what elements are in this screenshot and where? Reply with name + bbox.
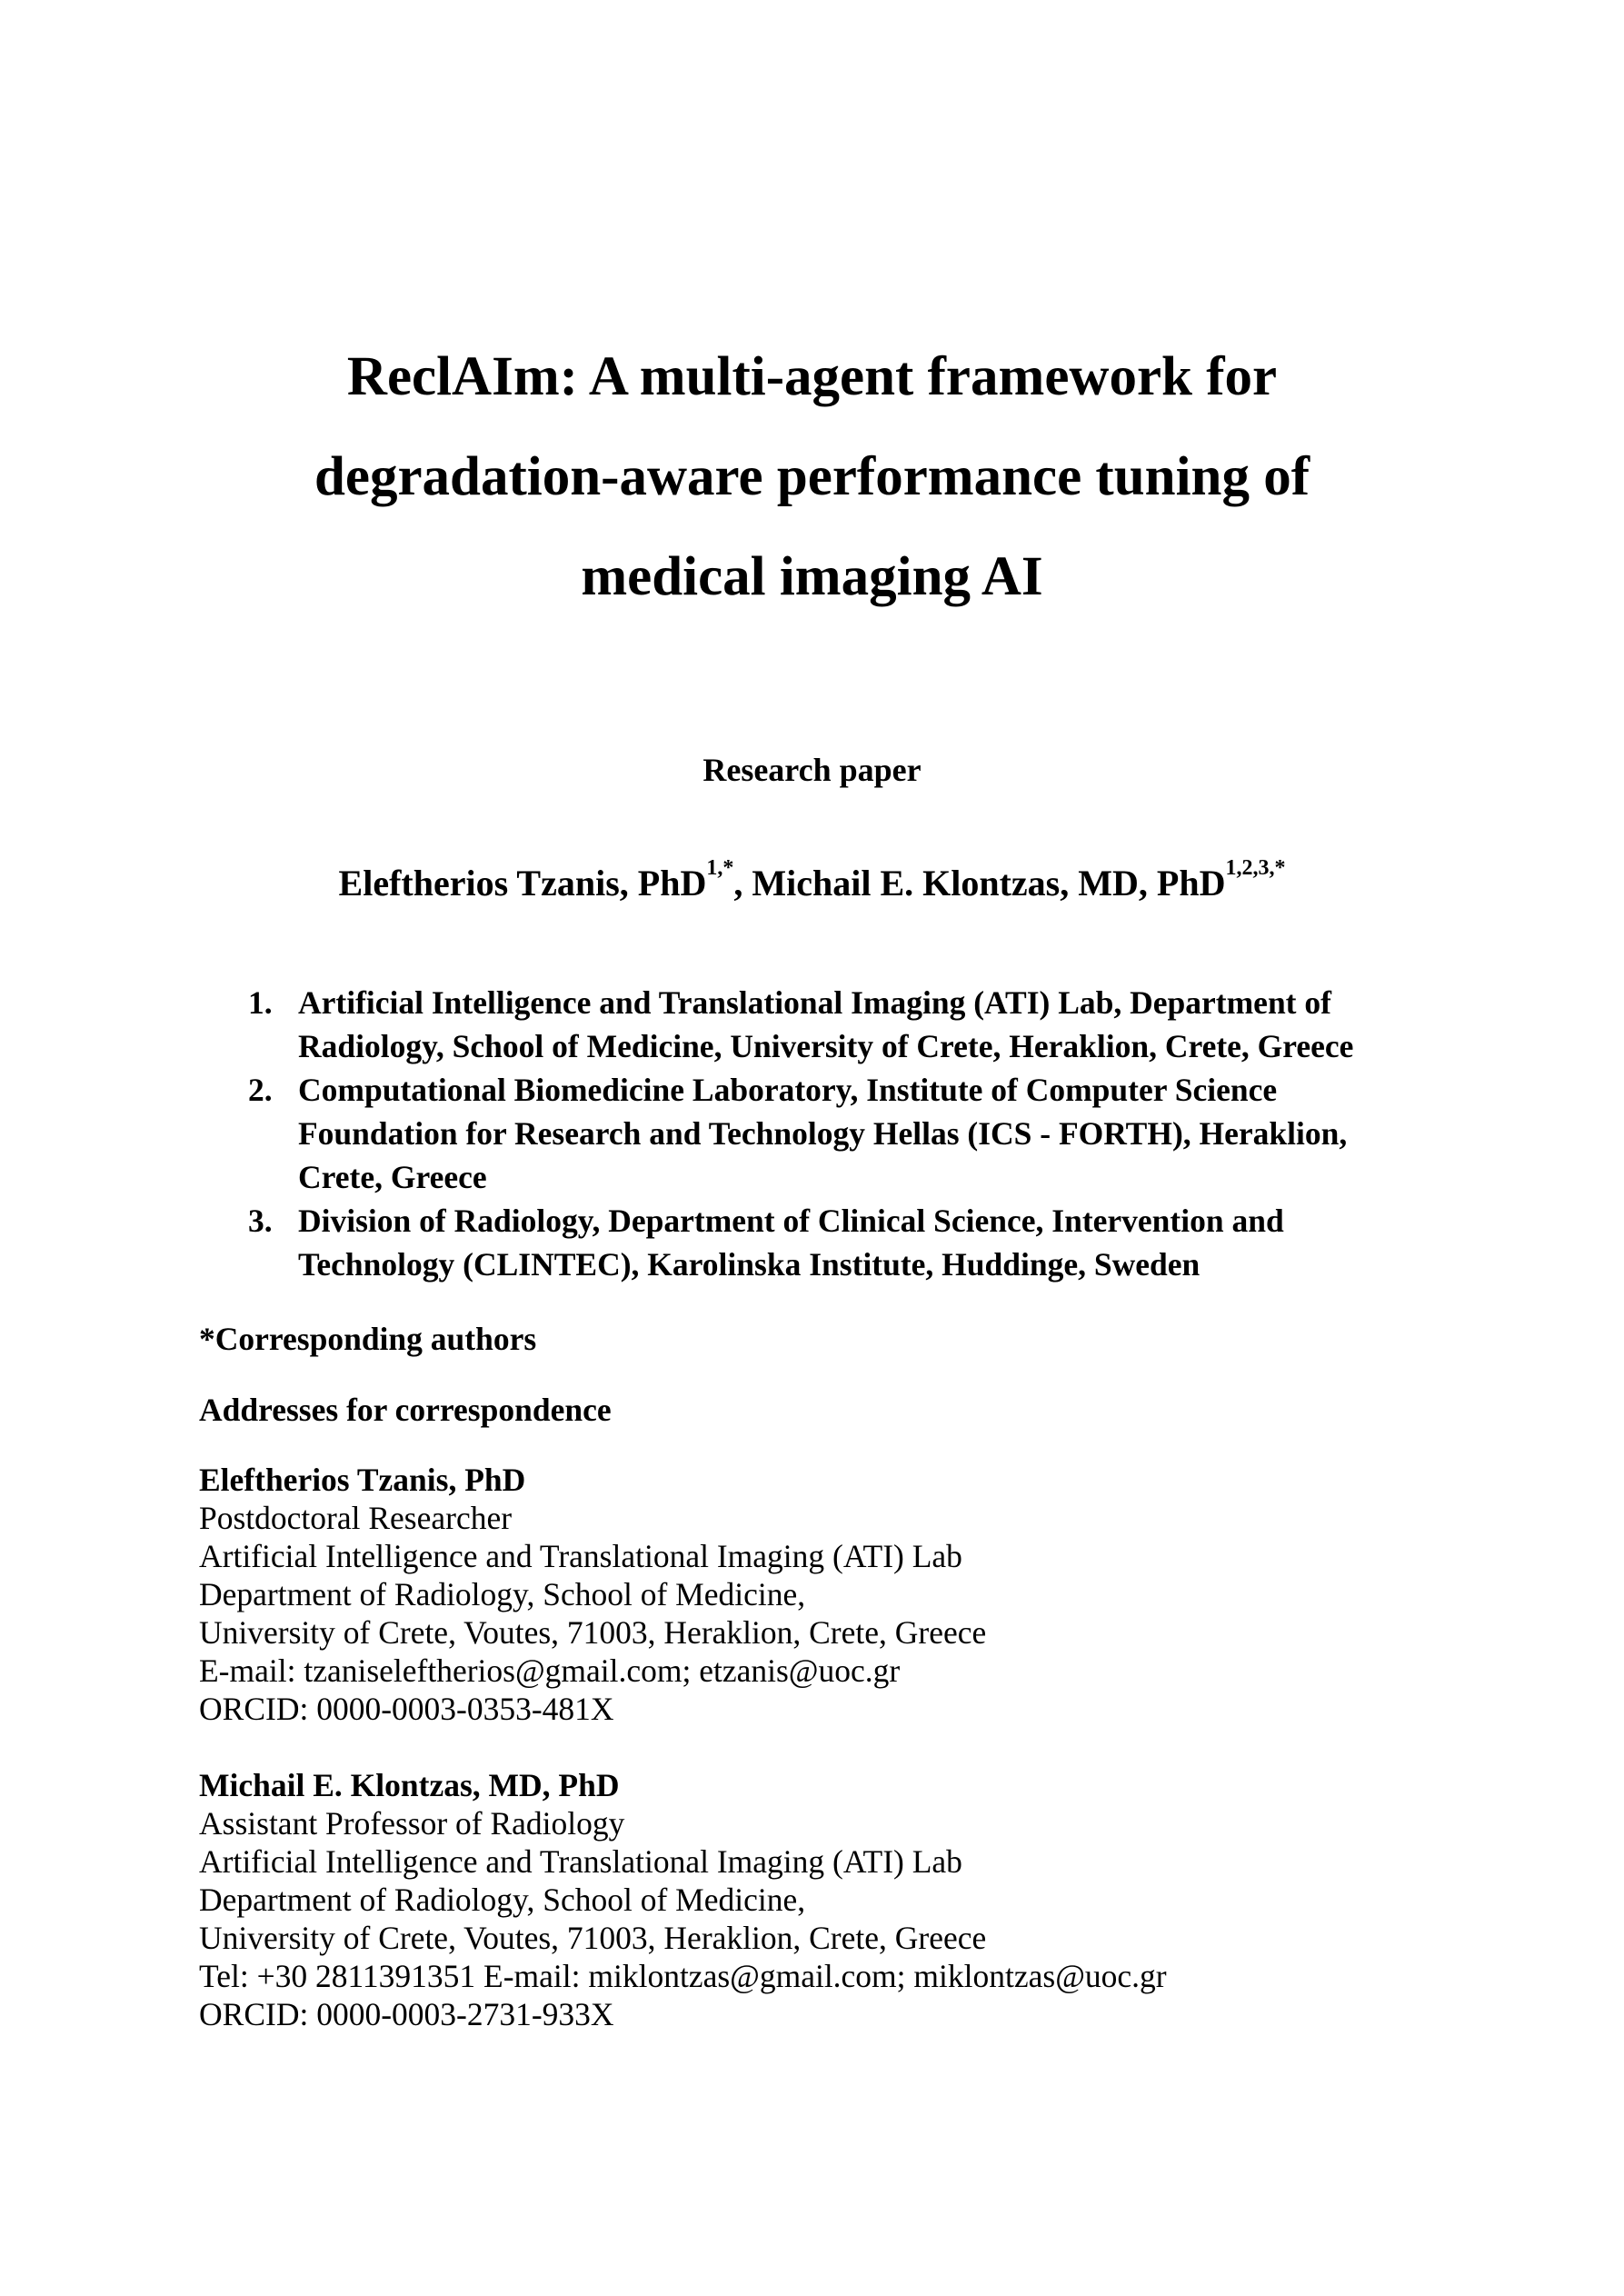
affiliation-number: 2.: [248, 1072, 273, 1108]
contact-line: Postdoctoral Researcher: [199, 1500, 513, 1536]
author-list: [0, 856, 1624, 904]
author-affiliation-marks: 1,2,3,*: [1225, 856, 1286, 880]
contact-line: University of Crete, Voutes, 71003, Heraklion, Crete, Greece: [199, 1614, 987, 1651]
contact-orcid: ORCID: 0000-0003-2731-933X: [199, 1996, 614, 2032]
addresses-heading: Addresses for correspondence: [199, 1392, 612, 1428]
title-line: ReclAIm: A multi-agent framework for: [346, 346, 1278, 407]
contact-email: Tel: +30 2811391351 E-mail: miklontzas@gmail.com; miklontzas@uoc.gr: [199, 1958, 1167, 1994]
contact-name: Eleftherios Tzanis, PhD: [199, 1462, 526, 1498]
contact-line: Department of Radiology, School of Medicine,: [199, 1576, 806, 1612]
contact-email: E-mail: tzaniseleftherios@gmail.com; etzanis@uoc.gr: [199, 1652, 901, 1689]
contact-block: [199, 1461, 986, 1728]
affiliation-list: [248, 981, 1430, 1286]
author-name: Eleftherios Tzanis, PhD: [338, 863, 707, 903]
affiliation-text: Division of Radiology, Department of Clinical Science, Intervention and Technology (CLINTEC), Karolinska Institute, Huddinge, Sweden: [298, 1203, 1284, 1283]
paper-type: Research paper: [702, 752, 922, 788]
affiliation-number: 1.: [248, 984, 273, 1021]
author-name: Michail E. Klontzas, MD, PhD: [752, 863, 1226, 903]
affiliation-number: 3.: [248, 1203, 273, 1239]
author-separator: ,: [733, 863, 752, 903]
contact-line: Department of Radiology, School of Medicine,: [199, 1882, 806, 1918]
affiliation-text: Computational Biomedicine Laboratory, Institute of Computer Science Foundation for Research and Technology Hellas (ICS - FORTH), Heraklion, Crete, Greece: [298, 1072, 1348, 1195]
affiliation-item: [248, 1068, 1430, 1199]
contact-line: Artificial Intelligence and Translational Imaging (ATI) Lab: [199, 1843, 962, 1880]
contact-line: Assistant Professor of Radiology: [199, 1805, 625, 1842]
contact-name: Michail E. Klontzas, MD, PhD: [199, 1767, 620, 1803]
author-affiliation-marks: 1,*: [706, 856, 734, 880]
contact-line: University of Crete, Voutes, 71003, Heraklion, Crete, Greece: [199, 1920, 987, 1956]
contact-orcid: ORCID: 0000-0003-0353-481X: [199, 1691, 614, 1727]
corresponding-note: *Corresponding authors: [199, 1321, 537, 1357]
contact-line: Artificial Intelligence and Translational Imaging (ATI) Lab: [199, 1538, 962, 1574]
affiliation-item: [248, 981, 1430, 1068]
contact-block: [199, 1766, 1167, 2033]
affiliation-item: [248, 1199, 1430, 1286]
paper-title: [0, 327, 1624, 627]
title-line: medical imaging AI: [581, 546, 1043, 607]
title-line: degradation-aware performance tuning of: [314, 446, 1310, 507]
affiliation-text: Artificial Intelligence and Translational Imaging (ATI) Lab, Department of Radiology, School of Medicine, University of Crete, Heraklion, Crete, Greece: [298, 984, 1354, 1064]
